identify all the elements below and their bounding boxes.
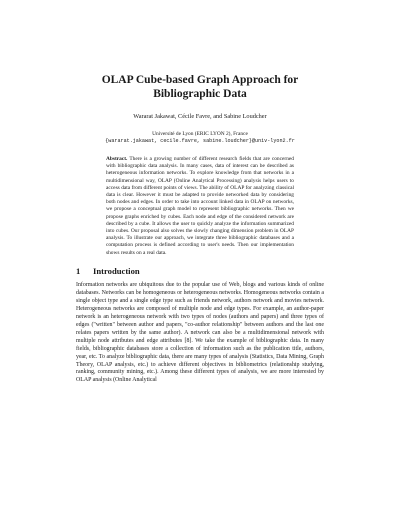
title-line-1: OLAP Cube-based Graph Approach for — [101, 74, 299, 86]
abstract-label: Abstract. — [106, 156, 128, 162]
title-line-2: Bibliographic Data — [153, 88, 247, 100]
section-number: 1 — [76, 266, 81, 276]
body-text — [76, 282, 324, 385]
author-list: Wararat Jakawat, Cécile Favre, and Sabine Loudcher — [133, 113, 267, 120]
affiliation: Université de Lyon (ERIC LYON 2), France — [152, 131, 248, 137]
paper-title — [60, 73, 340, 101]
section-heading — [76, 266, 140, 277]
author-emails: {wararat.jakawat, cecile.favre, sabine.loudcher}@univ-lyon2.fr — [105, 138, 295, 144]
intro-paragraph: Information networks are ubiquitous due to the popular use of Web, blogs and various kinds of online databases. Networks can be homogeneous or heterogeneous networks. Homogeneous networks contain a single object type and a single edge type such as friends network, authors network and movies network. Heterogeneous networks are composed of multiple node and edge types. For example, an author-paper network is an heterogeneous network with two types of nodes (authors and papers) and three types of edges ("written" between author and papers, "co-author relationship" between authors and the last one relates papers written by the same author). A network can also be a multidimensional network with multiple node attributes and edge attributes [8]. We take the example of bibliographic data. In many fields, bibliographic databases store a collection of information such as the publication title, authors, year, etc. To analyze bibliographic data, there are many types of analysis (Statistics, Data Mining, Graph Theory, OLAP analysis, etc.) to achieve different objectives in bibliometrics (relationship studying, ranking, community mining, etc.). Among these different types of analysis, we are more interested by OLAP analysis (Online Analytical — [76, 282, 324, 384]
abstract — [106, 156, 294, 257]
abstract-text: There is a growing number of different research fields that are concerned with bibliographic data analysis. In many cases, data of interest can be described as heterogeneous information networks. To explore knowledge from that networks in a multidimensional way, OLAP (Online Analytical Processing) analysis helps users to access data from different points of views. The ability of OLAP for analyzing classical data is clear. However it must be adapted to provide networked data by considering both nodes and edges. In order to take into account linked data in OLAP on networks, we propose a conceptual graph model to represent bibliographic networks. Then we propose graphs enriched by cubes. Each node and edge of the considered network are described by a cube. It allows the user to quickly analyze the information summarized into cubes. Our proposal also solves the slowly changing dimension problem in OLAP analysis. To illustrate our approach, we integrate three bibliographic databases and a computation process is defined according to user's needs. Then our implementation shows results on a real data. — [106, 156, 294, 256]
section-title: Introduction — [93, 266, 140, 276]
